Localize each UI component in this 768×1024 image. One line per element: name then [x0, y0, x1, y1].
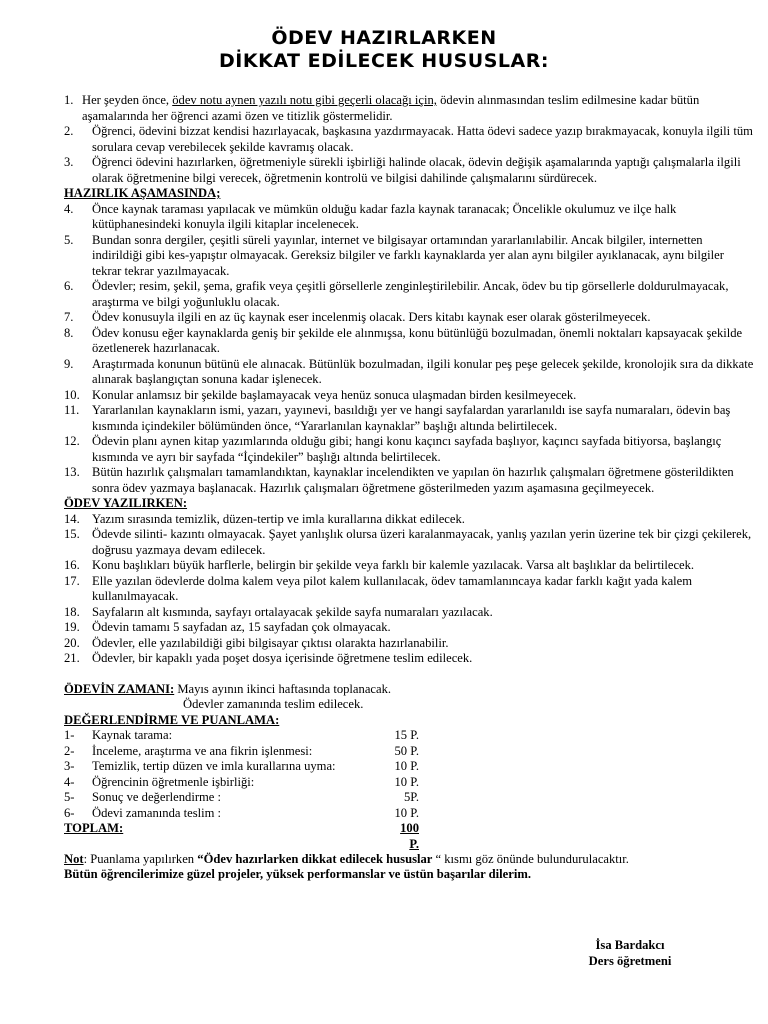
list-item	[64, 233, 754, 280]
zaman-label: ÖDEVİN ZAMANI:	[64, 681, 175, 696]
list-item	[64, 202, 754, 233]
list-item	[64, 574, 754, 605]
score-points: 50 P.	[394, 743, 419, 758]
signature-block	[560, 937, 700, 969]
item-text-pre: Her şeyden önce,	[82, 93, 173, 107]
score-total-row	[64, 821, 754, 851]
score-number: 1-	[64, 728, 75, 742]
item-number: 1.	[64, 93, 74, 107]
item-number: 10.	[64, 387, 80, 402]
item-number: 2.	[64, 124, 74, 138]
section-heading-yazilirken: ÖDEV YAZILIRKEN:	[64, 496, 188, 510]
item-text: Ödevin planı aynen kitap yazımlarında olduğu gibi; hangi konu kaçıncı sayfada başlıyor, kaçıncı sayfada bitiyorsa, başlangıç kısmında ve ayrı bir sayfada “İçindekiler” başlığı altında belirtilecek.	[92, 434, 722, 464]
score-points: 5P.	[403, 790, 419, 804]
note-label: Not	[64, 851, 84, 866]
item-number: 3.	[64, 155, 74, 169]
list-item	[64, 326, 754, 357]
item-number: 6.	[64, 279, 74, 293]
item-number: 18.	[64, 604, 80, 619]
signature-role: Ders öğretmeni	[588, 954, 672, 968]
item-number: 4.	[64, 201, 74, 216]
item-text: Ödev konusuyla ilgili en az üç kaynak eser incelenmiş olacak. Ders kitabı kaynak eser olarak gösterilmeyecek.	[92, 310, 651, 324]
item-text: Ödevler, bir kapaklı yada poşet dosya içerisinde öğretmene teslim edilecek.	[92, 651, 473, 665]
item-text: Öğrenci, ödevini bizzat kendisi hazırlayacak, başkasına yazdırmayacak. Hatta ödevi sadece yazıp bırakmayacak, konuyla ilgili tüm sorulara cevap verebilecek şekilde kavramış olacak.	[92, 124, 753, 154]
item-text: Ödevde silinti- kazıntı olmayacak. Şayet yanlışlık olursa üzeri karalanmayacak, yanlış yazılan yerin üzerine tek bir çizgi çekilerek, doğrusu yazmaya devam edilecek.	[92, 527, 752, 557]
item-number: 9.	[64, 356, 74, 371]
score-label: Kaynak tarama:	[92, 728, 173, 742]
item-text: Yararlanılan kaynakların ismi, yazarı, yayınevi, basıldığı yer ve hangi sayfalardan yararlanıldı ise sayfa numaraları, ödevin baş kısmında içindekiler bölümünden önce, “Yararlanılan kaynaklar” başlığı altında belirtilecek.	[92, 403, 731, 433]
score-row	[64, 775, 754, 791]
page-title-line2: DİKKAT EDİLECEK HUSUSLAR:	[219, 50, 549, 72]
zaman-line2: Ödevler zamanında teslim edilecek.	[183, 697, 364, 711]
signature-name: İsa Bardakcı	[595, 938, 665, 952]
item-number: 14.	[64, 511, 80, 526]
item-text: Sayfaların alt kısmında, sayfayı ortalayacak şekilde sayfa numaraları yazılacak.	[92, 604, 493, 619]
item-text: Araştırmada konunun bütünü ele alınacak. Bütünlük bozulmadan, ilgili konular peş peşe gelecek şekilde, kronolojik sıra da dikkate alınarak başlangıçtan sonuna kadar işlenecek.	[92, 356, 754, 386]
item-number: 13.	[64, 465, 80, 479]
list-item	[64, 388, 754, 404]
list-item	[64, 636, 754, 652]
item-number: 20.	[64, 635, 80, 650]
list-item	[64, 310, 754, 326]
page-title-line1: ÖDEV HAZIRLARKEN	[271, 27, 497, 49]
list-item	[64, 558, 754, 574]
item-text: Ödevin tamamı 5 sayfadan az, 15 sayfadan çok olmayacak.	[92, 620, 391, 634]
item-text: Konu başlıkları büyük harflerle, belirgin bir şekilde veya farklı bir kalemle yazılacak. Varsa alt başlıklar da belirtilecek.	[92, 558, 695, 572]
yazilirken-list	[64, 512, 754, 667]
item-text: Bütün hazırlık çalışmaları tamamlandıktan, kaynaklar incelendikten ve yapılan ön hazırlık çalışmaları öğretmene gösterildikten sonra ödev yazmaya başlanacak. Hazırlık çalışmaları öğretmene gösterilmeden yazım aşamasına geçilmeyecek.	[92, 465, 734, 495]
note-paragraph	[64, 852, 754, 868]
item-text: Yazım sırasında temizlik, düzen-tertip ve imla kurallarına dikkat edilecek.	[92, 511, 465, 526]
item-text: Ödev konusu eğer kaynaklarda geniş bir şekilde ele alınmışsa, konu bütünlüğü bozulmadan, önemli noktaları kapsayacak şekilde özetlenerek hazırlanacak.	[92, 325, 743, 355]
item-number: 21.	[64, 651, 80, 665]
total-label: TOPLAM:	[64, 821, 124, 835]
list-item	[64, 512, 754, 528]
score-number: 3-	[64, 759, 75, 773]
item-number: 15.	[64, 527, 80, 541]
score-points: 15 P.	[394, 728, 419, 742]
score-number: 5-	[64, 790, 75, 804]
score-points: 10 P.	[394, 759, 419, 773]
section-heading-puanlama: DEĞERLENDİRME VE PUANLAMA:	[64, 712, 280, 727]
list-item	[64, 155, 754, 186]
score-row	[64, 744, 754, 760]
item-number: 7.	[64, 310, 74, 324]
note-quote: “Ödev hazırlarken dikkat edilecek hususlar	[197, 851, 433, 866]
item-text: Öğrenci ödevini hazırlarken, öğretmeniyle sürekli işbirliği halinde olacak, ödevin değişik aşamalarında yaptığı çalışmalarla ilgili olarak öğretmenine bilgi verecek, öğretmenin kontrolü ve bilgisi dahilinde çalışmalarını sürdürecek.	[92, 155, 741, 185]
item-number: 12.	[64, 434, 80, 448]
item-number: 11.	[64, 403, 80, 417]
score-label: Ödevi zamanında teslim :	[92, 805, 222, 820]
odev-zamani	[64, 682, 754, 713]
list-item	[64, 357, 754, 388]
list-item	[64, 527, 754, 558]
list-item	[64, 605, 754, 621]
zaman-line1: Mayıs ayının ikinci haftasında toplanacak.	[174, 681, 392, 696]
item-text: Bundan sonra dergiler, çeşitli süreli yayınlar, internet ve bilgisayar ortamından yararlanılabilir. Ancak bilgiler, internetten indirildiği gibi kes-yapıştır olmayacak. Gereksiz bilgiler ve farklı kaynaklarda yer alan aynı bilgiler ayıklanacak, aynı bilgiler tekrar tekrar yazılmayacak.	[92, 232, 724, 278]
score-label: Temizlik, tertip düzen ve imla kurallarına uyma:	[92, 759, 336, 773]
note-colon: : Puanlama yapılırken	[83, 851, 198, 866]
score-label: Öğrencinin öğretmenle işbirliği:	[92, 774, 255, 789]
section-heading-hazirlik: HAZIRLIK AŞAMASINDA;	[64, 186, 221, 200]
list-item	[64, 651, 754, 667]
item-text-post: ödevin alınmasından teslim edilmesine kadar bütün aşamalarında her öğrenci azami özen ve titizlik göstermelidir.	[82, 93, 700, 123]
score-label: Sonuç ve değerlendirme :	[92, 790, 222, 804]
list-item	[64, 93, 754, 124]
item-number: 8.	[64, 325, 74, 340]
hazirlik-list	[64, 202, 754, 497]
score-row	[64, 759, 754, 775]
item-number: 19.	[64, 620, 80, 634]
item-text: Konular anlamsız bir şekilde başlamayacak veya henüz sonuca ulaşmadan birden kesilmeyecek.	[92, 387, 577, 402]
list-item	[64, 465, 754, 496]
item-number: 16.	[64, 558, 80, 572]
score-number: 2-	[64, 743, 75, 758]
score-row	[64, 728, 754, 744]
list-item	[64, 620, 754, 636]
note-wish: Bütün öğrencilerimize güzel projeler, yüksek performanslar ve üstün başarılar dilerim.	[64, 867, 531, 881]
item-number: 5.	[64, 232, 74, 247]
score-label: İnceleme, araştırma ve ana fikrin işlenmesi:	[92, 743, 313, 758]
list-item	[64, 434, 754, 465]
list-item	[64, 403, 754, 434]
total-points: 100 P.	[400, 821, 419, 851]
document-body	[64, 93, 754, 883]
item-text-underlined: ödev notu aynen yazılı notu gibi geçerli olacağı için,	[172, 93, 437, 107]
score-table	[64, 728, 754, 821]
item-text: Elle yazılan ödevlerde dolma kalem veya pilot kalem kullanılacak, ödev tamamlanıncaya kadar farklı kağıt yada kalem kullanılmayacak.	[92, 573, 693, 603]
item-text: Ödevler, elle yazılabildiği gibi bilgisayar çıktısı olarakta hazırlanabilir.	[92, 635, 449, 650]
score-points: 10 P.	[394, 805, 419, 820]
list-item	[64, 124, 754, 155]
item-text: Ödevler; resim, şekil, şema, grafik veya çeşitli görsellerle zenginleştirilebilir. Ancak, ödev bu tip görsellerle doldurulmayacak, araştırma ve bilgi yoğunluklu olacak.	[92, 279, 729, 309]
item-number: 17.	[64, 573, 80, 588]
score-row	[64, 806, 754, 822]
item-text: Önce kaynak taraması yapılacak ve mümkün olduğu kadar fazla kaynak taranacak; Öncelikle okulumuz ve ilçe halk kütüphanesindeki konuyla ilgili kitaplar incelenecek.	[92, 201, 677, 231]
note-rest: “ kısmı göz önünde bulundurulacaktır.	[432, 851, 629, 866]
score-row	[64, 790, 754, 806]
score-number: 4-	[64, 774, 75, 789]
score-points: 10 P.	[394, 774, 419, 789]
list-item	[64, 279, 754, 310]
score-number: 6-	[64, 805, 75, 820]
